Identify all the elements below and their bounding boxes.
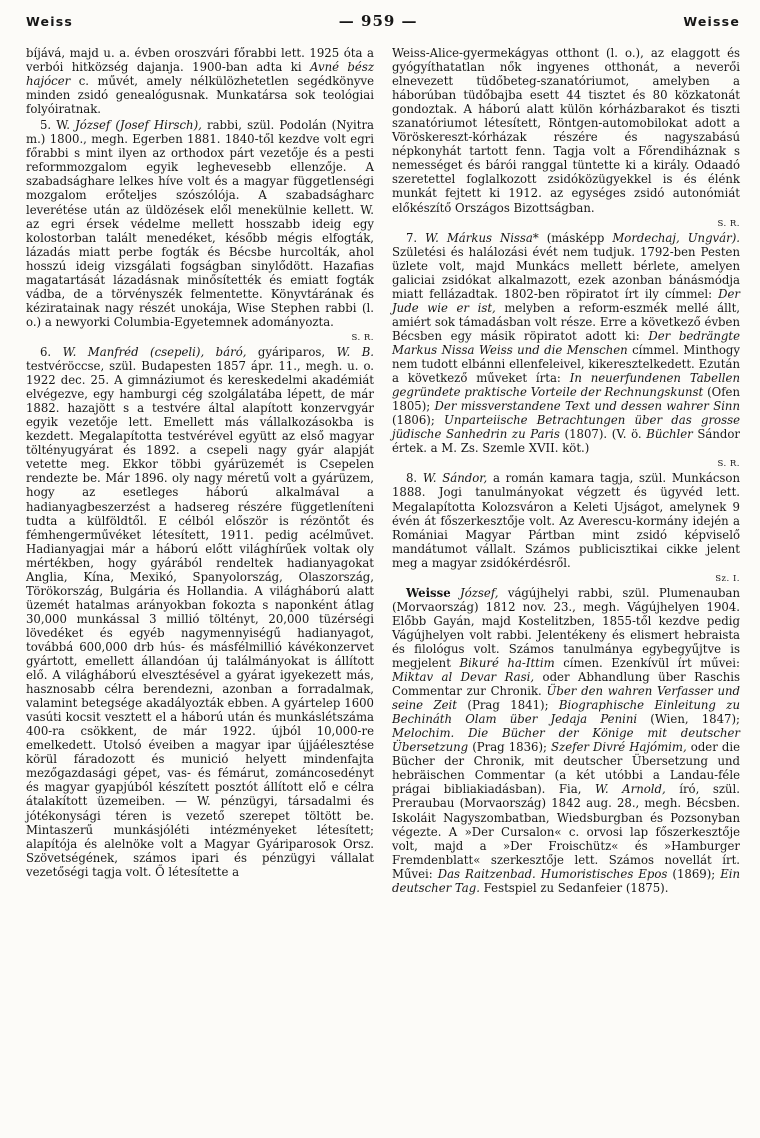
text-run: oder die Bücher der Chronik, mit deutscher Übersetzung und hebräischen Commentar (a két utóbbi a Landau-féle prágai bibliakiadásban). Fia, [392,740,740,797]
italic-text: Ein deutscher Tag. [392,866,741,895]
italic-text: Avné bész hajócer [26,60,374,89]
text-run: címmel. Minthogy nem tudott elbánni ellenfeleivel, kikeresztelkedett. Ezután a következő műveket írta: [392,342,740,386]
text-run: oder Abhandlung über Raschis Commentar zur Chronik. [392,670,740,699]
right-column [392,46,740,895]
text-run [451,586,460,600]
italic-text: Büchler [646,427,693,442]
text-run: gyáriparos, [246,344,337,359]
text-run: (Ofen 1805); [392,385,740,414]
text-run: 5. W. [40,118,76,133]
italic-text: Szefer Divré Hajómim, [551,740,687,755]
italic-text: In neuerfundenen Tabellen gegründete praktische Vorteile der Rechnungskunst [392,371,740,400]
italic-text: Mordechaj, Ungvár). [612,230,740,245]
author-signature: S. R. [717,218,740,229]
italic-text: Der Jude wie er ist, [392,286,740,315]
text-run: (1806); [392,413,445,428]
running-head-left: Weiss [26,14,73,29]
text-run: 8. [406,471,423,486]
italic-text: Melochim. Die Bücher der Könige mit deutscher Übersetzung [392,726,740,755]
text-columns [26,46,740,895]
page-header [26,12,740,38]
bold-headword: Weisse [406,585,451,600]
text-run: rabbi, szül. Podolán (Nyitra m.) 1800., megh. Egerben 1881. 1840-től kezdve volt egri főrabbi s mint ilyen az orthodox párt vezetője és a pesti reformmozgalom egyik leghevesebb ellenzője. A szabadsághare lelkes híve volt és a magyar függetlenségi mozgalom erőteljes szószólója. A szabadságharc leverétése után az üldözések elől menekülnie kellett. W. az egri érsek védelme mellett hosszabb ideig egy kolostorban talált menedéket, később mégis elfogták, lázadás miatt perbe fogták és Bécsbe hurcolták, ahol hosszú ideig vizsgálati fogságban sinylődött. Hazafias magatartását lázadásnak minősítették és emiatt fogták vádba, de a törvényszék felmentette. Könyvtárának és kéziratainak nagy részét unokája, Wise Stephen rabbi (l. o.) a newyorki Columbia-Egyetemnek adományozta. [26,118,375,329]
italic-text: W. Arnold, [594,782,666,797]
entry-weiss-manfred [26,345,374,879]
italic-text: Bikuré ha-Ittim [459,656,555,671]
italic-text: József, [460,585,499,600]
text-run: 7. [406,230,426,245]
italic-text: W. Márkus Nissa* [425,230,539,245]
left-column [26,46,374,895]
text-run: Sándor értek. a M. Zs. Szemle XVII. köt.) [392,427,740,456]
entry-weisse-jozsef [392,586,740,895]
italic-text: Der bedrängte Markus Nissa Weiss und die Menschen [392,328,740,357]
italic-text: Biographische Einleitung zu Bechináth Olam über Jedaja Penini [392,698,740,727]
text-run: melyben a reform-eszmék mellé állt, amiért sok támadásban volt része. Erre a következő évben Bécsben egy másik röpiratot adott ki: [392,300,740,343]
italic-text: W. Manfréd (csepeli), báró, [62,344,247,359]
page-number: — 959 — [338,12,418,30]
text-run: (1869); [667,866,721,881]
author-signature: S. R. [717,459,740,470]
text-run: c. művét, amely nélkülözhetetlen segédkönyve minden zsidó genealógusnak. Munkatársa sok teológiai folyóiratnak. [26,74,374,117]
text-run: bíjává, majd u. a. évben oroszvári főrabbi lett. 1925 óta a verbói hitközség dajanja. 1900-ban adta ki [26,46,374,75]
italic-text: Über den wahren Verfasser und seine Zeit [392,684,740,713]
text-run: (másképp [538,230,613,245]
text-run: 6. [40,344,63,359]
text-run: vágújhelyi rabbi, szül. Plumenauban (Morvaország) 1812 nov. 23., megh. Vágújhelyen 1904. Előbb Gayán, majd Kostelitzben, 1855-től kezdve pedig Vágújhelyen volt rabbi. Jelentékeny és elismert hebraista és filológus volt. Számos tanulmánya egybegyűjtve is megjelent [392,585,740,671]
italic-text: Unparteiische Betrachtungen über das grosse jüdische Sanhedrin zu Paris [392,413,740,442]
text-run: címen. Ezenkívül írt művei: [554,656,740,671]
author-signature: Sz. I. [715,573,740,584]
italic-text: W. B. [336,344,375,359]
entry-weiss-sandor [392,471,740,569]
italic-text: Miktav al Devar Rasi, [392,670,535,685]
entry-weiss-manfred-continued [392,46,740,215]
italic-text: József (Josef Hirsch), [75,118,202,133]
text-run: (Prag 1836); [468,740,552,755]
text-run: (Wien, 1847); [637,712,740,727]
entry-weiss-markus-nissa [392,231,740,456]
text-run: Weiss-Alice-gyermekágyas otthont (l. o.), az elaggott és gyógyíthatatlan nők ingyenes otthonát, a neverői elnevezett tüdőbeteg-szanatóriumot, amelyben a háborúban tüdőbajba esett 44 tisztet és 80 közkatonát gondoztak. A háború alatt külön kórházbarakot és tiszti szanatóriumot létesített, Röntgen-automobilokat adott a Vöröskereszt-kórházak részére és nagyszabású népkonyhát tartott fenn. Tagja volt a Főrendiháznak s nemességet és bárói ranggal tüntette ki a király. Odaadó szeretettel foglalkozott zsidóközügyekkel is és élénk munkát fejtett ki 1912. az egységes zsidó autonómiát előkészítő Országos Bizottságban. [392,46,740,215]
entry-continuation [26,46,374,116]
entry-weiss-jozsef [26,118,374,329]
italic-text: Das Raitzenbad. Humoristisches Epos [437,866,668,881]
running-head-right: Weisse [683,14,740,29]
text-run: testvéröccse, szül. Budapesten 1857 ápr. 11., megh. u. o. 1922 dec. 25. A gimnáziumot és kereskedelmi akadémiát elvégezve, egy hamburgi cég szolgálatába lépett, de már 1882. hazajött s a testvére által alapított konzervgyár egyik vezetője lett. Emellett más vállalkozásokba is kezdett. Megalapította testvérével együtt az első magyar töltényugyárat és 1892. a csepeli nagy gyár alapját vetette meg. Ekkor többi gyárüzemét is Csepelen rendezte be. Már 1896. oly nagy méretű volt a gyárüzem, hogy az esetleges háború alkalmával a hadianyagbeszerzést a hadsereg részére függetleníteni tudta a külföldtől. E célból először is rézöntőt és fémhengerművéket létesített, 1911. pedig acélművet. Hadianyagjai már a háború előtt világhírűek voltak oly mértékben, hogy gyárából rendeltek hadianyagokat Anglia, Kína, Mexikó, Spanyolország, Olaszország, Törökország, Bulgária és Hollandia. A világháború alatt üzemét hatalmas arányokban fokozta s naponként átlag 30,000 munkással 3 millió töltényt, 20,000 tüzérségi lövedéket és egyéb nagymennyiségű hadianyagot, továbbá 600,000 drb hús- és másfélmillió kávékonzervet gyártott, emellett állandóan új találmányokat is állított elő. A világháború elvesztésével a gyárat igyekezett más, hasznosabb célra berendezni, azonban a forradalmak, valamint betegsége akadályozták ebben. A gyártelep 1600 vasúti kocsit vesztett el a háború után és munkáslétszáma 400-ra csökkent, de már 1922. újból 10,000-re emelkedett. Utolsó éveiben a magyar ipar újjáélesztése körül fáradozott és munició helyett mindenfajta mezőgazdasági gépet, vas- és fémárut, zománcosedényt és magyar gyapjúból készített posztót állított elő e célra átalakított üzemeiben. — W. pénzügyi, társadalmi és jótékonysági téren is vezető szerepet töltött be. Mintaszerű munkásjóléti intézményeket létesített; alapítója és alelnöke volt a Magyar Gyáriparosok Orsz. Szövetségének, számos ipari és pénzügyi vállalat vezetőségi tagja volt. Ő létesítette a [26,359,374,879]
text-run: Születési és halálozási évét nem tudjuk. 1792-ben Pesten üzlete volt, majd Munkács mellett bérlete, amelyen galiciai zsidókat alkalmazott, ezek azonban bánásmódja miatt fellázadtak. 1802-ben röpiratot írt ily címmel: [392,244,740,301]
text-run: Festspiel zu Sedanfeier (1875). [479,880,669,895]
author-signature: S. R. [351,332,374,343]
text-run: a román kamara tagja, szül. Munkácson 1888. Jogi tanulmányokat végzett és ügyvéd lett. Megalapította Kolozsváron a Keleti Ujságot, amelynek 9 évén át főszerkesztője volt. Az Averescu-kormány idején a Romániai Magyar Pártban mint zsidó képviselő mandátumot vállalt. Számos publicisztikai cikke jelent meg a magyar zsidókérdésről. [392,471,740,570]
italic-text: Der missverstandene Text und dessen wahrer Sinn [434,399,740,414]
text-run: (Prag 1841); [456,698,559,713]
text-run: (1807). (V. ö. [559,427,647,442]
italic-text: W. Sándor, [422,471,488,486]
text-run: író, szül. Preraubau (Morvaország) 1842 aug. 28., megh. Bécsben. Iskoláit Nagyszombatban, Wiedsburgban és Pozsonyban végezte. A »Der Cursalon« c. orvosi lap főszerkesztője volt, majd a »Der Froischütz« és »Hamburger Fremdenblatt« szerkesztője lett. Számos novellát írt. Művei: [392,782,740,881]
